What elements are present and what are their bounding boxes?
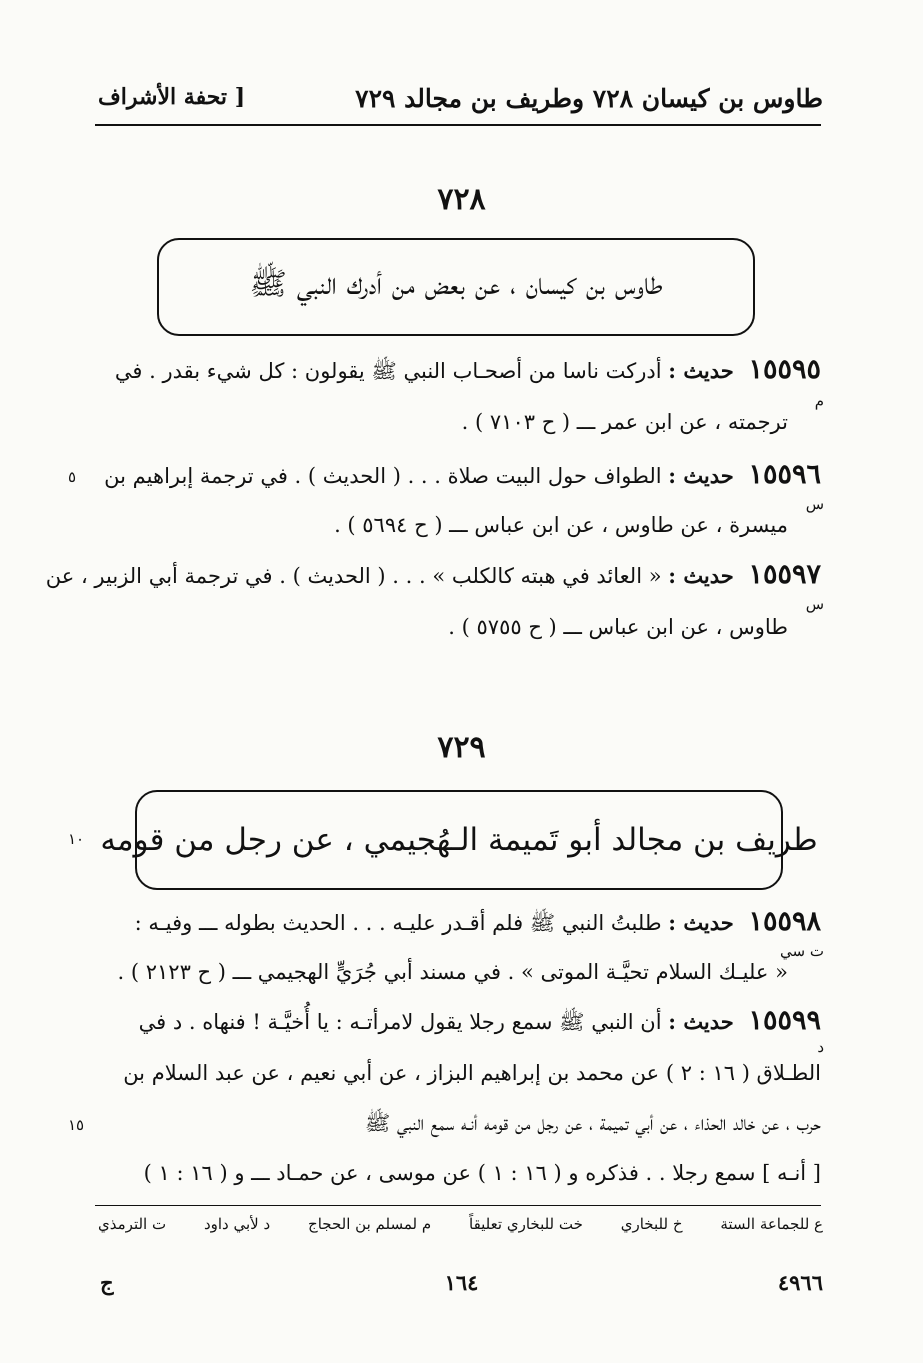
volume-page-number: ٤٩٦٦	[777, 1270, 823, 1295]
entry-line	[98, 907, 821, 938]
margin-line-number: ٥	[68, 468, 77, 486]
entry-siglum: د	[817, 1038, 824, 1056]
entry-text: أن النبي ﷺ سمع رجلا يقول لامرأتـه : يا أُخيَّـة ! فنهاه . د في	[138, 1010, 662, 1034]
entry-line	[98, 355, 821, 386]
legend-item: ت الترمذي	[98, 1215, 167, 1233]
entry-number: ١٥٥٩٦	[748, 459, 821, 490]
entry-number: ١٥٥٩٨	[748, 906, 821, 937]
entry-line: حرب ، عن خالد الحذاء ، عن أبي تميمة ، عن رجل من قومه أنـه سمع النبي ﷺ	[364, 1111, 821, 1135]
entry-line	[45, 559, 821, 591]
margin-line-number: ١٠	[68, 830, 85, 848]
entry-text: الطواف حول البيت صلاة . . . ( الحديث ) . في ترجمة إبراهيم بن	[104, 464, 662, 488]
legend-item: م لمسلم بن الحجاج	[308, 1215, 432, 1233]
entry-line	[98, 1006, 821, 1037]
entry-siglum: س	[805, 595, 824, 613]
section-heading-frame	[157, 238, 755, 336]
entry-keyword: حديث :	[668, 463, 734, 488]
legend-item: ع للجماعة الستة	[720, 1215, 823, 1233]
section-number: ٧٢٩	[437, 730, 486, 765]
entry-text: أدركت ناسا من أصحـاب النبي ﷺ يقولون : كل شيء بقدر . في	[114, 359, 662, 383]
entry-line: ميسرة ، عن طاوس ، عن ابن عباس ـــ ( ح ٥٦٩٤ ) .	[334, 513, 788, 537]
entry-line: طاوس ، عن ابن عباس ـــ ( ح ٥٧٥٥ ) .	[448, 615, 788, 639]
entry-number: ١٥٥٩٥	[748, 354, 821, 385]
entry-keyword: حديث :	[668, 358, 734, 383]
entry-siglum: ت سي	[780, 942, 824, 960]
entry-siglum: م	[814, 392, 824, 410]
entry-keyword: حديث :	[668, 563, 734, 588]
running-title: طاوس بن كيسان ٧٢٨ وطريف بن مجالد ٧٢٩	[355, 84, 823, 113]
sigla-legend	[98, 1215, 823, 1233]
header-rule	[95, 124, 821, 126]
entry-text: طلبتُ النبي ﷺ فلم أقـدر عليـه . . . الحديث بطوله ـــ وفيـه :	[134, 911, 662, 935]
footer-rule	[95, 1205, 821, 1206]
entry-line: [ أنـه ] سمع رجلا . . فذكره و ( ١٦ : ١ ) عن موسى ، عن حمـاد ـــ و ( ١٦ : ١ )	[143, 1161, 821, 1185]
signature-mark: ج	[100, 1270, 114, 1295]
section-heading: طريف بن مجالد أبو تَميمة الـهُجيمي ، عن رجل من قومه	[100, 822, 818, 858]
entry-text: « العائد في هبته كالكلب » . . . ( الحديث ) . في ترجمة أبي الزبير ، عن	[45, 564, 662, 588]
entry-line: « عليـك السلام تحيَّـة الموتى » . في مسند أبي جُرَيٍّ الهجيمي ـــ ( ح ٢١٢٣ ) .	[117, 960, 788, 984]
section-heading-frame	[100, 790, 818, 890]
margin-line-number: ١٥	[68, 1116, 85, 1134]
legend-item: خ للبخاري	[620, 1215, 683, 1233]
entry-number: ١٥٥٩٧	[748, 559, 821, 590]
page-number: ١٦٤	[444, 1270, 479, 1295]
legend-item: د لأبي داود	[203, 1215, 271, 1233]
entry-number: ١٥٥٩٩	[748, 1005, 821, 1036]
entry-line: الطـلاق ( ١٦ : ٢ ) عن محمد بن إبراهيم البزاز ، عن أبي نعيم ، عن عبد السلام بن	[123, 1061, 821, 1085]
section-heading: طاوس بن كيسان ، عن بعض من أدرك النبي ﷺ	[249, 265, 663, 302]
entry-keyword: حديث :	[668, 910, 734, 935]
section-number: ٧٢٨	[437, 182, 486, 217]
entry-line	[98, 460, 821, 491]
entry-keyword: حديث :	[668, 1009, 734, 1034]
book-title: [ تحفة الأشراف	[98, 84, 246, 110]
legend-item: خت للبخاري تعليقاً	[469, 1215, 583, 1233]
entry-line: ترجمته ، عن ابن عمر ـــ ( ح ٧١٠٣ ) .	[461, 410, 788, 434]
entry-siglum: س	[805, 495, 824, 513]
